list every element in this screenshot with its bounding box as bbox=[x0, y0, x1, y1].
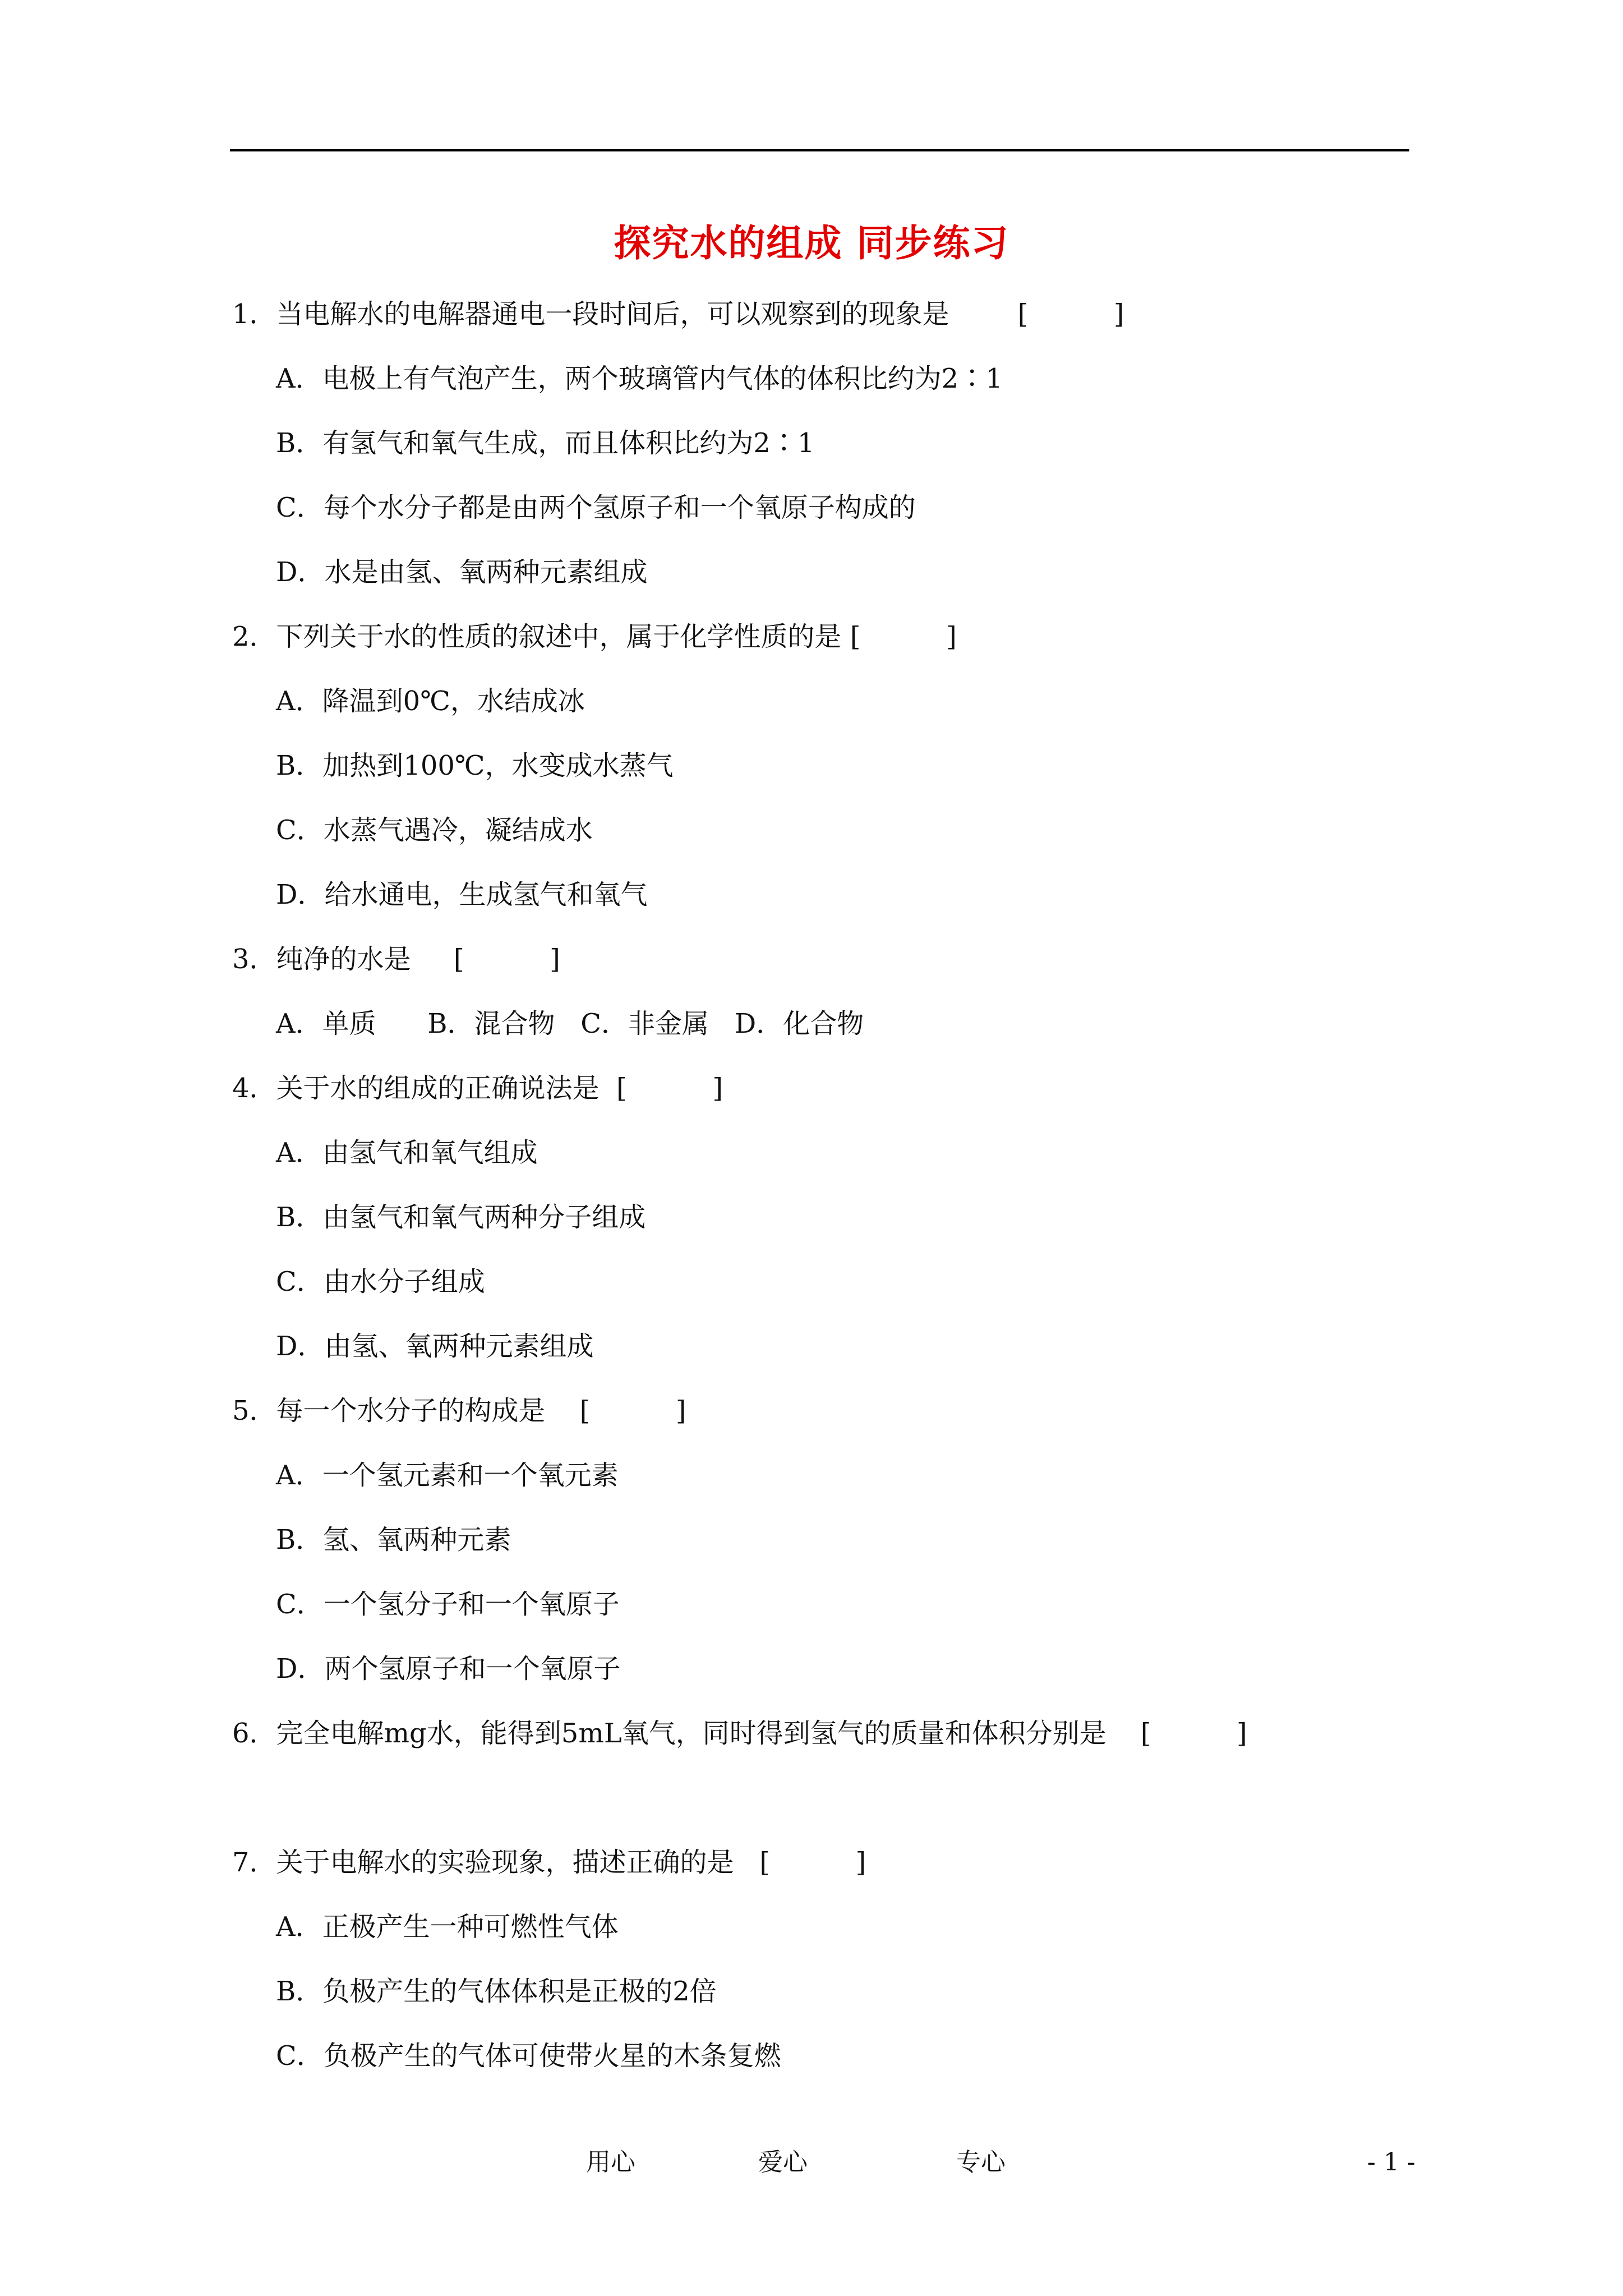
question-5-option-d: D．两个氢原子和一个氧原子 bbox=[276, 1653, 621, 1685]
question-7-option-a: A．正极产生一种可燃性气体 bbox=[276, 1911, 619, 1943]
question-4-option-b: B．由氢气和氧气两种分子组成 bbox=[276, 1202, 646, 1233]
question-7-option-c: C．负极产生的气体可使带火星的木条复燃 bbox=[276, 2040, 781, 2072]
question-1-option-d: D．水是由氢、氧两种元素组成 bbox=[276, 556, 648, 588]
question-5-option-c: C．一个氢分子和一个氧原子 bbox=[276, 1589, 620, 1620]
footer-text-3: 专心 bbox=[956, 2148, 1006, 2177]
footer-text-1: 用心 bbox=[586, 2148, 635, 2177]
question-2-option-c: C．水蒸气遇冷，凝结成水 bbox=[276, 815, 593, 846]
question-4-option-c: C．由水分子组成 bbox=[276, 1266, 485, 1297]
question-1-stem: 1．当电解水的电解器通电一段时间后，可以观察到的现象是 [ ] bbox=[232, 298, 1124, 330]
question-5-option-b: B．氢、氧两种元素 bbox=[276, 1524, 511, 1556]
question-2-option-a: A．降温到0℃，水结成冰 bbox=[276, 685, 585, 717]
question-7-stem: 7．关于电解水的实验现象，描述正确的是 [ ] bbox=[232, 1847, 866, 1878]
question-4-option-d: D．由氢、氧两种元素组成 bbox=[276, 1331, 594, 1362]
question-1-option-c: C．每个水分子都是由两个氢原子和一个氧原子构成的 bbox=[276, 492, 916, 523]
question-3-stem: 3．纯净的水是 [ ] bbox=[232, 944, 560, 975]
question-5-stem: 5．每一个水分子的构成是 [ ] bbox=[232, 1395, 686, 1427]
footer-text-2: 爱心 bbox=[758, 2148, 808, 2177]
question-1-option-a: A．电极上有气泡产生，两个玻璃管内气体的体积比约为2∶1 bbox=[276, 363, 1003, 394]
question-2-stem: 2．下列关于水的性质的叙述中，属于化学性质的是 [ ] bbox=[232, 621, 957, 652]
question-7-option-b: B．负极产生的气体体积是正极的2倍 bbox=[276, 1976, 717, 2007]
question-2-option-d: D．给水通电，生成氢气和氧气 bbox=[276, 879, 648, 910]
page-number: - 1 - bbox=[1367, 2148, 1415, 2177]
question-2-option-b: B．加热到100℃，水变成水蒸气 bbox=[276, 750, 674, 781]
question-6-stem: 6．完全电解mg水，能得到5mL氧气，同时得到氢气的质量和体积分别是 [ ] bbox=[232, 1718, 1247, 1749]
question-4-stem: 4．关于水的组成的正确说法是 [ ] bbox=[232, 1073, 723, 1104]
question-5-option-a: A．一个氢元素和一个氧元素 bbox=[276, 1460, 619, 1491]
question-4-option-a: A．由氢气和氧气组成 bbox=[276, 1137, 538, 1168]
document-title: 探究水的组成 同步练习 bbox=[614, 221, 1009, 265]
header-rule bbox=[230, 149, 1409, 151]
question-1-option-b: B．有氢气和氧气生成，而且体积比约为2∶1 bbox=[276, 427, 815, 459]
question-3-options: A．单质 B．混合物 C．非金属 D．化合物 bbox=[276, 1008, 864, 1039]
